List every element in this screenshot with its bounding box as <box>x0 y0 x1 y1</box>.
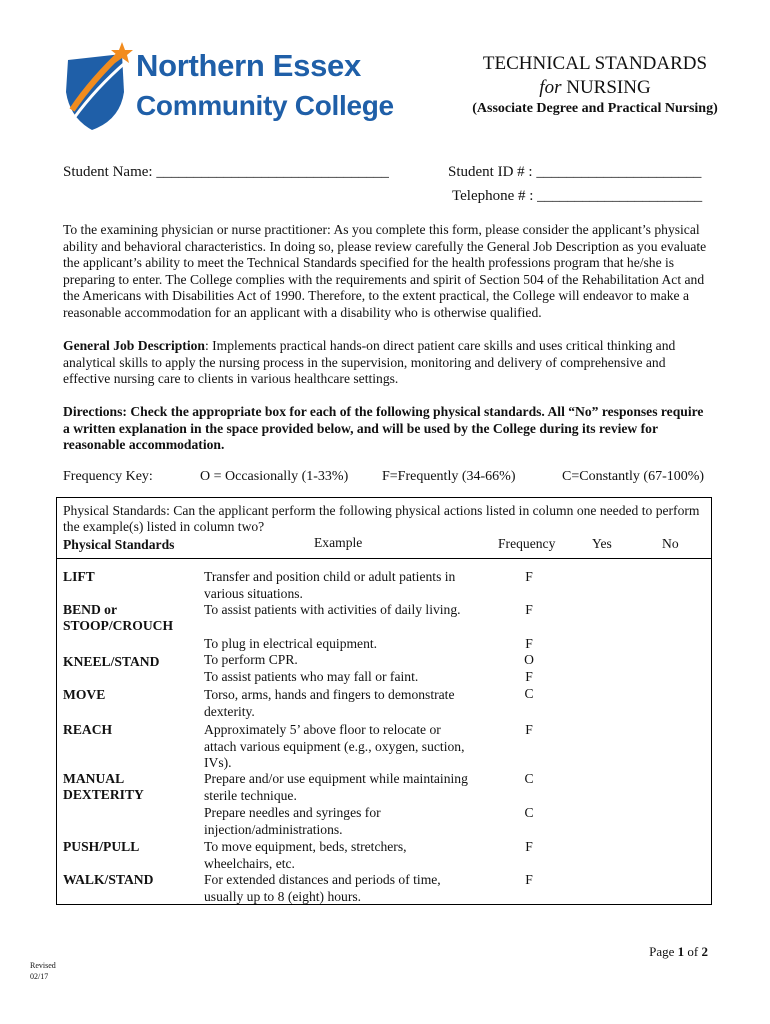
standard-dexterity: DEXTERITY <box>63 787 144 802</box>
standard-kneel-stand: KNEEL/STAND <box>63 654 160 669</box>
standard-reach: REACH <box>63 722 113 737</box>
student-name-field[interactable]: Student Name: _______________________________ <box>63 164 389 180</box>
frequency-cell: C <box>524 771 534 786</box>
frequency-key-label: Frequency Key: <box>63 469 153 484</box>
frequency-cell: F <box>525 872 533 887</box>
example-row: Prepare and/or use equipment while maintaining sterile technique. <box>204 771 468 803</box>
frequency-cell: C <box>524 805 534 820</box>
header-example: Example <box>314 535 363 550</box>
student-id-field[interactable]: Student ID # : ______________________ <box>448 164 702 180</box>
revision-note: Revised 02/17 <box>30 961 56 981</box>
frequency-cell: F <box>525 669 533 684</box>
standard-move: MOVE <box>63 687 106 702</box>
document-subtitle-degrees: (Associate Degree and Practical Nursing) <box>472 101 718 116</box>
example-row: To assist patients with activities of daily living. <box>204 602 461 617</box>
frequency-key-constantly: C=Constantly (67-100%) <box>562 469 705 484</box>
logo-text-line1: Northern Essex <box>136 48 361 83</box>
frequency-cell: F <box>525 636 533 651</box>
header-physical-standards: Physical Standards <box>63 537 175 552</box>
header-divider <box>57 558 711 559</box>
college-logo <box>62 40 394 132</box>
example-row: Prepare needles and syringes for injection/administrations. <box>204 805 381 837</box>
header-no: No <box>662 536 679 551</box>
frequency-cell: F <box>525 569 533 584</box>
example-row: To perform CPR. <box>204 652 298 667</box>
frequency-key-occasionally: O = Occasionally (1-33%) <box>200 469 349 484</box>
table-intro: Physical Standards: Can the applicant perform the following physical actions listed in column one needed to perform the example(s) listed in column two? <box>63 503 700 534</box>
example-row: Approximately 5’ above floor to relocate or attach various equipment (e.g., oxygen, suction, IVs). <box>204 722 465 770</box>
standard-manual: MANUAL <box>63 771 125 786</box>
directions: Directions: Check the appropriate box for each of the following physical standards. All “No” responses require a written explanation in the space provided below, and will be used by the College during its review for reasonable accommodation. <box>63 404 704 453</box>
frequency-cell: F <box>525 722 533 737</box>
intro-paragraph: To the examining physician or nurse practitioner: As you complete this form, please consider the applicant’s physical ability and behavioral characteristics. In doing so, please review carefully the General Job Description as you evaluate the applicant’s ability to meet the Technical Standards specified for the health professions program that he/she is preparing to enter. The College complies with the requirements and spirit of Section 504 of the Rehabilitation Act and the Americans with Disabilities Act of 1990. Therefore, to the extent practical, the College will endeavor to make a reasonable accommodation for an applicant with a disability who is otherwise qualified. <box>63 222 707 320</box>
example-row: Torso, arms, hands and fingers to demonstrate dexterity. <box>204 687 455 719</box>
logo-text-line2: Community College <box>136 90 394 121</box>
telephone-field[interactable]: Telephone # : ______________________ <box>452 188 703 204</box>
standard-stoop-crouch: STOOP/CROUCH <box>63 618 174 633</box>
page-number: Page 1 of 2 <box>649 944 708 959</box>
standard-lift: LIFT <box>63 569 95 584</box>
frequency-cell: F <box>525 839 533 854</box>
job-description: General Job Description: Implements practical hands-on direct patient care skills and uses critical thinking and analytical skills to apply the nursing process in the supervision, monitoring and delivery of comprehensive and effective nursing care to clients in various healthcare settings. <box>63 338 676 387</box>
shield-star-icon <box>62 40 134 132</box>
header-frequency: Frequency <box>498 536 556 551</box>
frequency-key-frequently: F=Frequently (34-66%) <box>382 469 516 484</box>
example-row: To plug in electrical equipment. <box>204 636 378 651</box>
frequency-cell: F <box>525 602 533 617</box>
frequency-cell: C <box>524 686 534 701</box>
document-title: TECHNICAL STANDARDS <box>482 53 708 74</box>
standard-bend: BEND or <box>63 602 117 617</box>
standard-push-pull: PUSH/PULL <box>63 839 140 854</box>
document-subtitle-program: for NURSING <box>539 77 651 98</box>
example-row: To assist patients who may fall or faint. <box>204 669 419 684</box>
example-row: Transfer and position child or adult patients in various situations. <box>204 569 456 601</box>
frequency-cell: O <box>524 652 534 667</box>
standard-walk-stand: WALK/STAND <box>63 872 154 887</box>
header-yes: Yes <box>592 536 612 551</box>
example-row: For extended distances and periods of time, usually up to 8 (eight) hours. <box>204 872 441 904</box>
example-row: To move equipment, beds, stretchers, wheelchairs, etc. <box>204 839 407 871</box>
